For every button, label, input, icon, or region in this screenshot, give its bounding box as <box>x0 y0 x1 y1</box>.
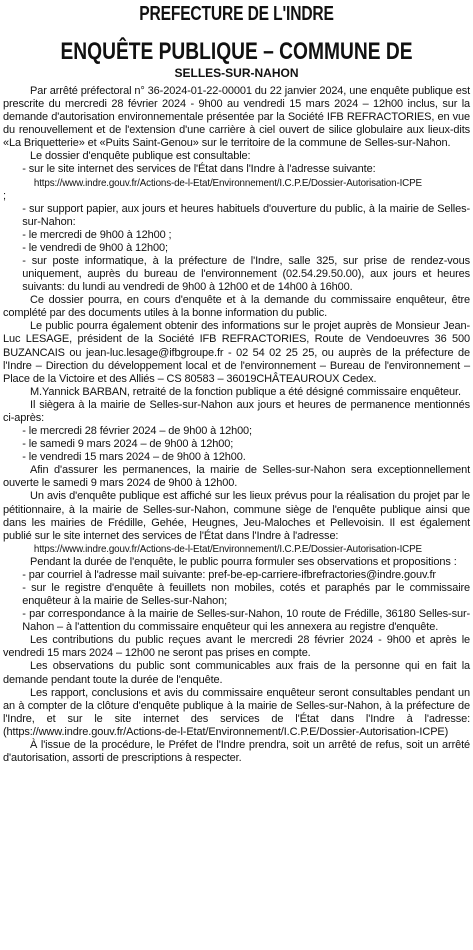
mail-item: - par correspondance à la mairie de Selles-sur-Nahon, 10 route de Frédille, 36180 Selles-sur-Nahon – à l'attention du commissaire enquêteur qui les annexera au registre d'enquête. <box>22 608 471 634</box>
commissioner-designation: M.Yannick BARBAN, retraité de la fonction publique a été désigné commissaire enquêteur. <box>30 385 461 398</box>
information-contact: Le public pourra également obtenir des informations sur le projet auprès de Monsieur Jean-Luc LESAGE, président de la Société IFB REFRACTORIES, Route de Vendoeuvres 36 500 BUZANCAIS ou jean-luc.lesage@ifbgroupe.fr - 02 54 02 25 25, ou auprès de la préfecture de l'Indre – Direction du développement local et de l'environnement – Bureau de l'environnement – Place de la Victoire et des Alliés – CS 80583 – 36019CHÂTEAUROUX Cedex. <box>3 320 471 385</box>
observations-communicable: Les observations du public sont communicables aux frais de la personne qui en fait la demande pendant toute la durée de l'enquête. <box>3 660 471 686</box>
prefecture-heading: PREFECTURE DE L'INDRE <box>139 3 334 25</box>
schedule-wednesday: - le mercredi de 9h00 à 12h00 ; <box>22 228 172 241</box>
paper-support-item: - sur support papier, aux jours et heures habituels d'ouverture du public, à la mairie de Selles-sur-Nahon: <box>22 202 471 228</box>
observations-intro: Pendant la durée de l'enquête, le public pourra formuler ses observations et propositions : <box>30 555 457 568</box>
permanence-intro: Il siègera à la mairie de Selles-sur-Nahon aux jours et heures de permanence mentionnés ci-après: <box>3 398 471 424</box>
decree-paragraph: Par arrêté préfectoral n° 36-2024-01-22-00001 du 22 janvier 2024, une enquête publique est prescrite du mercredi 28 février 2024 - 9h00 au vendredi 15 mars 2024 – 12h00 inclus, sur la demande d'autorisation environnementale présentée par la Société IFB REFRACTORIES, en vue du renouvellement et de l'extension d'une carrière à ciel ouvert de silice globulaire aux lieux-dits «La Briquetterie» et «Puits Saint-Genou» sur le territoire de la commune de Selles-sur-Nahon. <box>3 85 471 150</box>
permanence-date-1: - le mercredi 28 février 2024 – de 9h00 à 12h00; <box>22 425 253 438</box>
notice-body <box>3 85 470 765</box>
notice-title: ENQUÊTE PUBLIQUE – COMMUNE DE <box>60 38 413 65</box>
dossier-url-link[interactable]: https://www.indre.gouv.fr/Actions-de-l-Etat/Environnement/I.C.P.E/Dossier-Autorisation-ICPE <box>33 177 422 189</box>
commune-subtitle: SELLES-SUR-NAHON <box>174 66 299 80</box>
separator-semicolon: ; <box>3 189 6 202</box>
website-item: - sur le site internet des services de l'État dans l'Indre à l'adresse suivante: <box>22 163 376 176</box>
final-decision: À l'issue de la procédure, le Préfet de l'Indre prendra, soit un arrêté de refus, soit un arrêté d'autorisation, assorti de prescriptions à respecter. <box>3 738 471 764</box>
posting-url-link[interactable]: https://www.indre.gouv.fr/Actions-de-l-Etat/Environnement/I.C.P.E/Dossier-Autorisation-ICPE <box>33 543 422 555</box>
consultation-intro: Le dossier d'enquête publique est consultable: <box>30 150 251 163</box>
notice-posting: Un avis d'enquête publique est affiché sur les lieux prévus pour la réalisation du projet par le pétitionnaire, à la mairie de Selles-sur-Nahon, commune siège de l'enquête publique ainsi que dans les mairies de Frédille, Gehée, Heugnes, Jeu-Maloches et Pellevoisin. Il est également publié sur le site internet des services de l'État dans l'Indre à l'adresse: <box>3 490 471 542</box>
register-item: - sur le registre d'enquête à feuillets non mobiles, cotés et paraphés par le commissaire enquêteur à la mairie de Selles-sur-Nahon; <box>22 581 471 608</box>
schedule-friday: - le vendredi de 9h00 à 12h00; <box>22 241 168 254</box>
email-item: - par courriel à l'adresse mail suivante: pref-be-ep-carriere-ifbrefractories@indre.gouv.fr <box>22 568 436 581</box>
report-availability: Les rapport, conclusions et avis du commissaire enquêteur seront consultables pendant un an à compter de la clôture d'enquête publique à la mairie de Selles-sur-Nahon, à la préfecture de l'Indre, et sur le site internet des services de l'État dans l'Indre à l'adresse: (https://www.indre.gouv.fr/Actions-de-l-Etat/Environnement/I.C.P.E/Dossier-Autorisation-ICPE) <box>3 686 471 738</box>
saturday-opening: Afin d'assurer les permanences, la mairie de Selles-sur-Nahon sera exceptionnellement ouverte le samedi 9 mars 2024 de 9h00 à 12h00. <box>3 464 471 490</box>
contribution-deadline: Les contributions du public reçues avant le mercredi 28 février 2024 - 9h00 et après le vendredi 15 mars 2024 – 12h00 ne seront pas prises en compte. <box>3 634 471 660</box>
computer-access-item: - sur poste informatique, à la préfecture de l'Indre, salle 325, sur prise de rendez-vous uniquement, auprès du bureau de l'environnement (02.54.29.50.00), aux jours et heures suivants: du lundi au vendredi de 9h00 à 12h00 et de 14h00 à 16h00. <box>22 255 471 294</box>
permanence-date-3: - le vendredi 15 mars 2024 – de 9h00 à 12h00. <box>22 451 246 464</box>
dossier-completion: Ce dossier pourra, en cours d'enquête et à la demande du commissaire enquêteur, être complété par des documents utiles à la bonne information du public. <box>3 294 471 320</box>
permanence-date-2: - le samedi 9 mars 2024 – de 9h00 à 12h00; <box>22 438 234 451</box>
